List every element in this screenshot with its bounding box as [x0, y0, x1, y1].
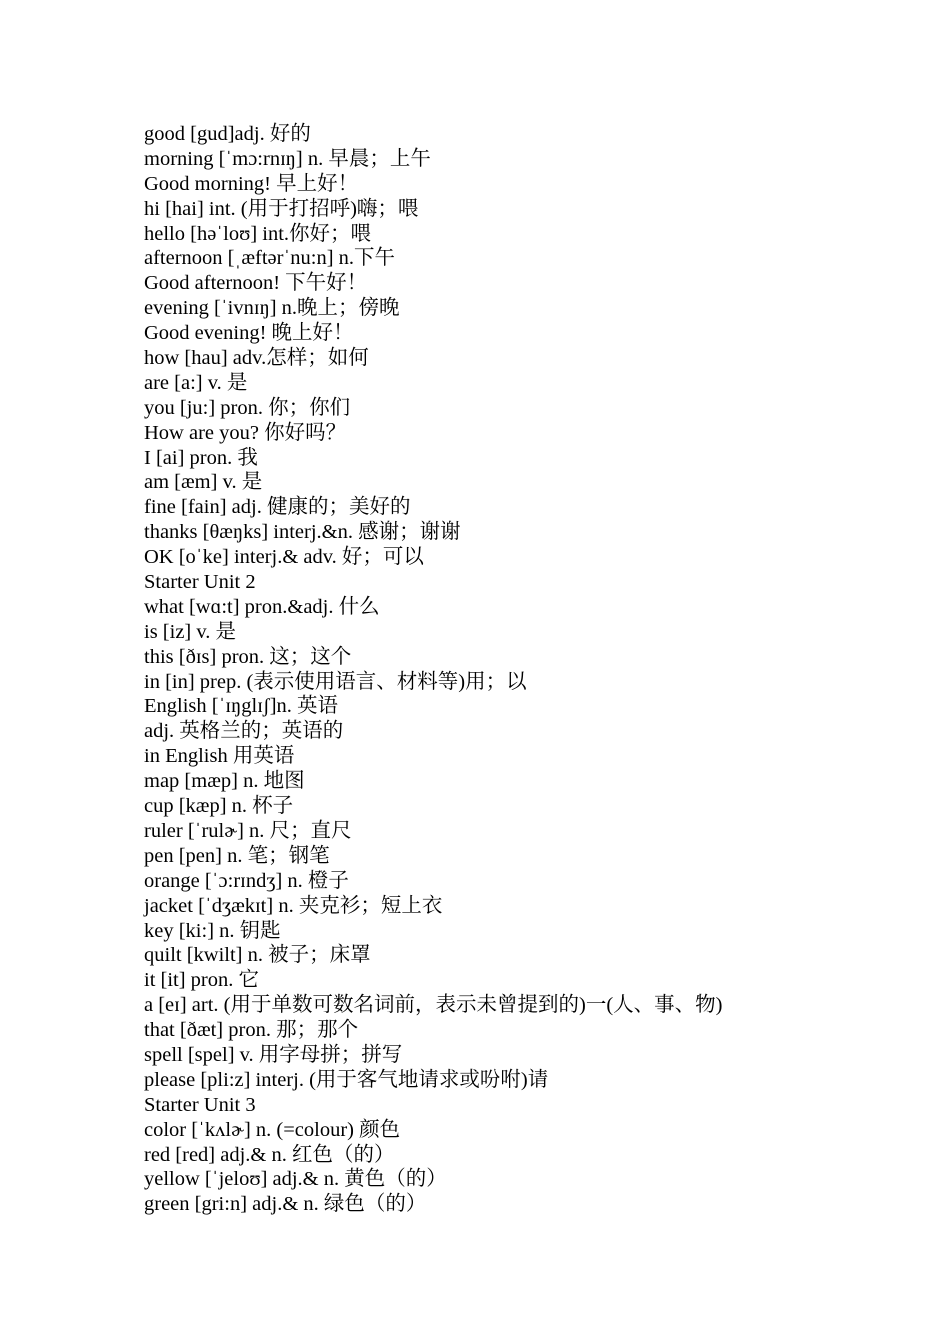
vocab-line: you [ju:] pron. 你；你们 [144, 396, 351, 419]
vocab-line: how [hau] adv.怎样；如何 [144, 347, 369, 370]
vocab-line: am [æm] v. 是 [144, 471, 263, 494]
vocab-line: key [ki:] n. 钥匙 [144, 919, 281, 942]
vocab-line: map [mæp] n. 地图 [144, 770, 305, 793]
vocab-line: red [red] adj.& n. 红色（的） [144, 1143, 395, 1166]
vocab-line: jacket [ˈdʒækɪt] n. 夹克衫；短上衣 [144, 894, 443, 917]
vocab-line: cup [kæp] n. 杯子 [144, 795, 294, 818]
vocab-line: English [ˈɪŋglɪʃ]n. 英语 [144, 695, 339, 718]
section-heading: Starter Unit 2 [144, 571, 256, 594]
vocab-line: Good evening! 晚上好！ [144, 322, 354, 345]
vocab-line: hi [hai] int. (用于打招呼)嗨；喂 [144, 197, 419, 220]
vocab-line: a [eɪ] art. (用于单数可数名词前，表示未曾提到的)一(人、事、物) [144, 994, 723, 1017]
vocab-line: Good afternoon! 下午好！ [144, 272, 368, 295]
vocab-line: pen [pen] n. 笔；钢笔 [144, 844, 330, 867]
vocab-line: in English 用英语 [144, 745, 295, 768]
vocab-line: good [gud]adj. 好的 [144, 123, 311, 145]
vocabulary-list [144, 122, 722, 1217]
vocab-line: this [ðɪs] pron. 这；这个 [144, 645, 352, 668]
vocab-line: adj. 英格兰的；英语的 [144, 720, 344, 743]
vocab-line: please [pli:z] interj. (用于客气地请求或吩咐)请 [144, 1068, 549, 1091]
vocab-line: is [iz] v. 是 [144, 620, 237, 643]
vocab-line: green [gri:n] adj.& n. 绿色（的） [144, 1193, 427, 1216]
vocab-line: quilt [kwilt] n. 被子；床罩 [144, 944, 371, 967]
vocab-line: ruler [ˈrulɚ] n. 尺；直尺 [144, 819, 352, 842]
vocab-line: I [ai] pron. 我 [144, 446, 258, 469]
vocab-line: that [ðæt] pron. 那；那个 [144, 1019, 359, 1042]
vocab-line: color [ˈkʌlɚ] n. (=colour) 颜色 [144, 1118, 401, 1141]
vocab-line: orange [ˈɔ:rɪndʒ] n. 橙子 [144, 869, 349, 892]
vocab-line: spell [spel] v. 用字母拼；拼写 [144, 1043, 403, 1066]
vocab-line: what [wɑ:t] pron.&adj. 什么 [144, 595, 380, 618]
vocab-line: Good morning! 早上好！ [144, 172, 359, 195]
vocab-line: OK [oˈke] interj.& adv. 好；可以 [144, 546, 424, 569]
vocab-line: yellow [ˈjeloʊ] adj.& n. 黄色（的） [144, 1168, 447, 1191]
vocab-line: How are you? 你好吗？ [144, 421, 347, 444]
vocab-line: are [a:] v. 是 [144, 371, 248, 394]
vocab-line: morning [ˈmɔ:rnɪŋ] n. 早晨；上午 [144, 147, 431, 170]
section-heading: Starter Unit 3 [144, 1093, 256, 1116]
vocab-line: evening [ˈivnɪŋ] n.晚上；傍晚 [144, 297, 400, 320]
vocab-line: hello [həˈloʊ] int.你好；喂 [144, 222, 372, 245]
vocab-line: afternoon [ˌæftərˈnu:n] n.下午 [144, 247, 396, 270]
vocab-line: thanks [θæŋks] interj.&n. 感谢；谢谢 [144, 521, 461, 544]
vocab-line: fine [fain] adj. 健康的；美好的 [144, 496, 411, 519]
vocab-line: it [it] pron. 它 [144, 969, 260, 992]
vocab-line: in [in] prep. (表示使用语言、材料等)用；以 [144, 670, 527, 693]
